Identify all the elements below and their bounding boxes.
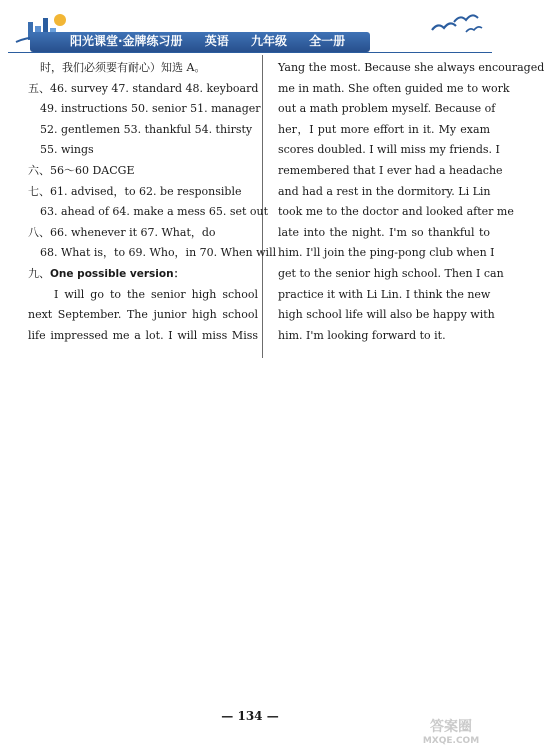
- essay-line: him. I'll join the ping-pong club when I: [278, 246, 495, 260]
- answer-line: 六、56～60 DACGE: [28, 163, 135, 177]
- essay-line: practice it with Li Lin. I think the new: [278, 287, 491, 301]
- subject-label: 英语: [204, 34, 229, 48]
- answer-line: 八、66. whenever it 67. What，do: [28, 225, 216, 239]
- left-column: [28, 58, 277, 346]
- grade-label: 九年级: [250, 34, 287, 48]
- essay-line: remembered that I ever had a headache: [278, 163, 503, 177]
- essay-line: late into the night. I'm so thankful to: [278, 225, 490, 239]
- answer-line: 68. What is，to 69. Who，in 70. When will: [40, 246, 277, 260]
- essay-left: [28, 285, 258, 347]
- watermark-logo: [412, 716, 490, 746]
- answer-line: 63. ahead of 64. make a mess 65. set out: [40, 205, 269, 219]
- page-number: — 134 —: [221, 709, 279, 723]
- essay-line: her，I put more effort in it. My exam: [278, 122, 490, 136]
- answer-line: 时，我们必须要有耐心）知选 A。: [40, 61, 206, 74]
- essay-line: I will go to the senior high school: [54, 287, 258, 301]
- answer-line: 七、61. advised，to 62. be responsible: [28, 184, 242, 198]
- essay-line: scores doubled. I will miss my friends. I: [278, 143, 500, 157]
- essay-line: life impressed me a lot. I will miss Miss: [28, 328, 258, 342]
- essay-line: Yang the most. Because she always encouraged: [278, 61, 544, 74]
- answer-line: 55. wings: [40, 143, 94, 157]
- header-rule: [8, 52, 492, 53]
- section-9-heading: [28, 264, 258, 285]
- essay-line: out a math problem myself. Because of: [278, 102, 496, 116]
- essay-line: next September. The junior high school: [28, 308, 258, 322]
- page-header: [8, 10, 492, 54]
- essay-line: took me to the doctor and looked after me: [278, 205, 514, 219]
- essay-line: high school life will also be happy with: [278, 308, 495, 322]
- essay-right: [278, 58, 544, 346]
- section-9-label: 九、: [28, 266, 50, 280]
- answer-line: 五、46. survey 47. standard 48. keyboard: [28, 81, 259, 95]
- volume-label: 全一册: [309, 34, 346, 48]
- header-title: [70, 30, 345, 52]
- sample-version-heading: One possible version：: [50, 267, 185, 280]
- right-column: [278, 58, 544, 346]
- essay-line: get to the senior high school. Then I can: [278, 266, 504, 280]
- answer-line: 52. gentlemen 53. thankful 54. thirsty: [40, 122, 253, 136]
- watermark-url: MXQE.COM: [422, 736, 480, 746]
- answer-line: 49. instructions 50. senior 51. manager: [40, 102, 261, 116]
- essay-line: and had a rest in the dormitory. Li Lin: [278, 184, 491, 198]
- birds-icon: [430, 12, 484, 40]
- watermark-text: 答案圈: [430, 719, 472, 735]
- essay-line: him. I'm looking forward to it.: [278, 328, 446, 342]
- essay-line: me in math. She often guided me to work: [278, 81, 510, 95]
- series-title: 阳光课堂·金牌练习册: [70, 34, 183, 48]
